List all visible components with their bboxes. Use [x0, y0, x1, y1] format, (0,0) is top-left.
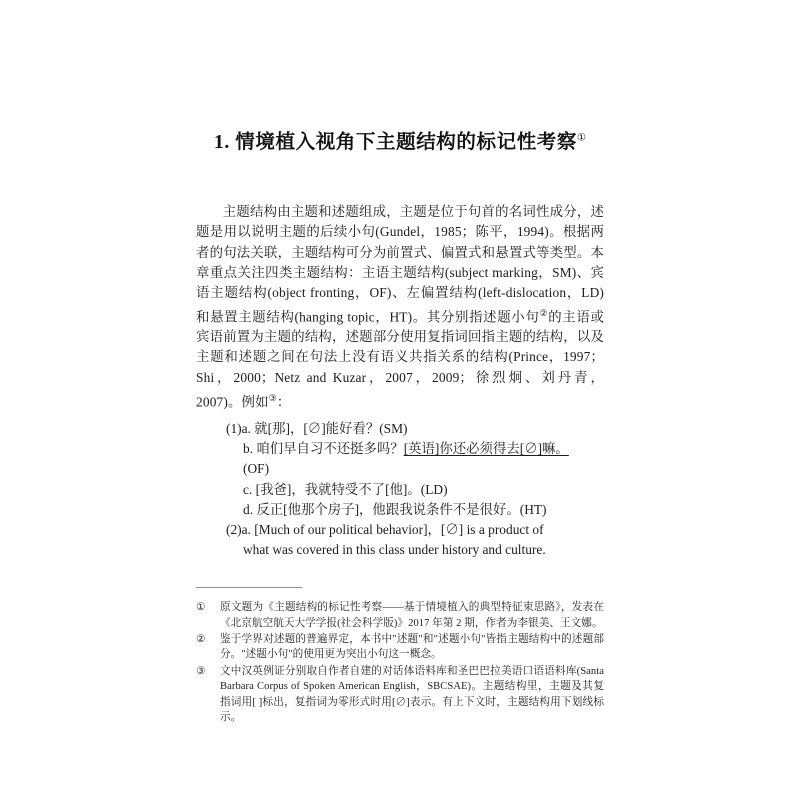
body-paragraph-part1: 主题结构由主题和述题组成，主题是位于句首的名词性成分，述题是用以说明主题的后续小句(Gundel，1985；陈平，1994)。根据两者的句法关联，主题结构可分为前置式、偏置式和悬置式等类型。本章重点关注四类主题结构：主语主题结构(subject marking，SM)、宾语主题结构(object fronting，OF)、左偏置结构(left-dislocation，LD)和悬置主题结构(hanging topic，HT)。其分别指述题小句 — [196, 204, 604, 325]
footnote-marker-2: ② — [196, 634, 206, 646]
page-content-column — [196, 0, 604, 800]
example-line-1c: c. [我爸]，我就特受不了[他]。(LD) — [243, 481, 448, 497]
footnote-marker-3: ③ — [196, 665, 206, 677]
footnote-text-1: 原文题为《主题结构的标记性考察——基于情境植入的典型特征束思路》，发表在《北京航空航天大学学报(社会科学版)》2017 年第 2 期，作者为李银美、王文娜。 — [220, 602, 604, 629]
footnote-marker-1: ① — [196, 602, 206, 614]
footnote-item-1 — [196, 600, 604, 631]
body-paragraph-part2: 的主语或宾语前置为主题的结构，述题部分使用复指词回指主题的结构，以及主题和述题之间在句法上没有语义共指关系的结构(Prince，1997；Shi，2000；Netz and Kuzar，2007，2009；徐烈炯、刘丹青，2007)。例如 — [196, 309, 605, 410]
body-paragraph-part3: ： — [276, 394, 291, 410]
body-paragraph — [196, 202, 604, 412]
example-line-1a: (1)a. 就[那]，[∅]能好看？(SM) — [226, 421, 408, 437]
title-footnote-marker: ① — [577, 132, 586, 144]
examples-block — [196, 419, 604, 560]
example-line-1d: d. 反正[他那个房子]，他跟我说条件不是很好。(HT) — [243, 501, 547, 517]
footnotes-block — [196, 600, 604, 725]
example-line-1b-tag: (OF) — [243, 461, 270, 477]
body-text-block — [196, 202, 604, 412]
footnote-item-3 — [196, 664, 604, 726]
body-footnote-marker-3: ③ — [268, 392, 277, 403]
page-title-text: 1. 情境植入视角下主题结构的标记性考察 — [214, 132, 578, 153]
footnote-text-3: 文中汉英例证分别取自作者自建的对话体语料库和圣巴巴拉美语口语语料库(Santa Barbara Corpus of Spoken American English，SBCSAE)。主题结构里，主题及其复指词用[ ]标出，复指词为零形式时用[∅]表示。有上下文时，主题结构用下划线标示。 — [220, 665, 604, 724]
example-line-2a-continued: what was covered in this class under history and culture. — [243, 541, 546, 557]
footnote-text-2: 鉴于学界对述题的普遍界定，本书中"述题"和"述题小句"皆指主题结构中的述题部分。"述题小句"的使用更为突出小句这一概念。 — [220, 634, 604, 661]
footnote-item-2 — [196, 632, 604, 663]
body-footnote-marker-2: ② — [539, 307, 549, 318]
example-1b-prefix: b. 咱们早自习不还挺多吗？ — [243, 441, 404, 457]
example-1b-underlined: [英语]你还必须得去[∅]嘛。 — [403, 441, 569, 457]
footnote-separator-rule — [196, 587, 302, 588]
example-line-2a: (2)a. [Much of our political behavior]，[∅] is a product of — [226, 521, 544, 537]
page-title — [196, 0, 604, 155]
example-line-1b — [196, 439, 604, 459]
